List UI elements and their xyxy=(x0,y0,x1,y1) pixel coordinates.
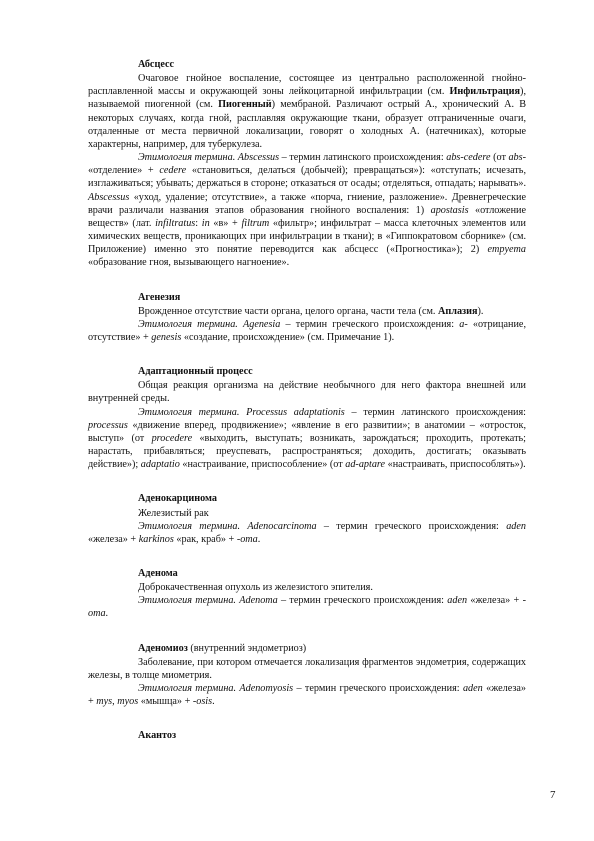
entry-term-text: Адаптационный процесс xyxy=(138,366,253,378)
italic-term: -oma xyxy=(88,595,526,620)
italic-term: filtrum xyxy=(241,217,270,229)
entry-term xyxy=(138,58,526,71)
text-run: «мышца» + xyxy=(138,696,193,708)
italic-term: karkinos xyxy=(138,533,174,545)
text-run: – термин греческого происхождения: xyxy=(316,520,507,532)
italic-term: Этимология термина. Adenocarcinoma xyxy=(138,520,317,532)
entry-term-text: Аденокарцинома xyxy=(138,493,217,505)
italic-term: abs-cedere xyxy=(446,152,491,164)
italic-term: Abscessus xyxy=(88,191,130,203)
entry-etymology xyxy=(88,520,526,546)
entry-term-text: Аденома xyxy=(138,568,178,579)
dictionary-entry xyxy=(88,642,526,709)
italic-term: Этимология термина. Adenoma xyxy=(138,595,278,607)
italic-term: Этимология термина. Processus adaptationis xyxy=(138,406,345,418)
italic-term: -oma xyxy=(236,533,258,545)
italic-term: procedere xyxy=(151,432,193,444)
entry-term xyxy=(138,365,526,378)
entry-term xyxy=(138,492,526,505)
entry-term-text: Абсцесс xyxy=(138,59,175,70)
italic-term: processus xyxy=(88,419,128,431)
text-run: «уход, удаление; отсутствие», а также «порча, гниение, разложение». Древнегреческие врачи различали названия этапов образования гнойного воспаления: 1) xyxy=(88,191,526,216)
entry-term xyxy=(138,291,526,304)
text-run: «железа» + xyxy=(467,595,523,607)
text-run: Очаговое гнойное воспаление, состоящее из центрально расположенной гнойно-расплавленной массы и окружающей зоны лейкоцитарной инфильтрации (см. xyxy=(88,73,526,98)
dictionary-entry xyxy=(88,365,526,471)
text-run: «железа» + xyxy=(88,533,139,545)
text-run: «железа» + xyxy=(88,683,526,708)
text-run: – термин латинского происхождения: xyxy=(344,406,527,418)
entry-term-note: (внутренний эндометриоз) xyxy=(187,642,307,654)
entry-etymology xyxy=(88,151,526,269)
text-run: : xyxy=(195,217,202,229)
text-run: «отделение» + xyxy=(88,165,160,177)
text-run: . xyxy=(212,696,215,708)
text-run: «настраивание, приспособление» (от xyxy=(179,459,346,471)
entry-etymology xyxy=(88,682,526,708)
italic-term: Этимология термина. Adenomyosis xyxy=(138,683,294,695)
italic-term: infiltratus xyxy=(155,217,196,229)
italic-term: ad-aptare xyxy=(345,459,386,471)
entry-etymology xyxy=(88,594,526,620)
text-run: «настраивать, приспособлять»). xyxy=(385,459,526,471)
text-run: Врожденное отсутствие части органа, целого органа, части тела (см. xyxy=(138,305,439,317)
italic-term: aden xyxy=(447,595,468,607)
entry-definition xyxy=(88,305,526,318)
entry-definition xyxy=(88,379,526,405)
entry-definition xyxy=(88,72,526,151)
text-run: «рак, краб» + xyxy=(173,533,237,545)
italic-term: mys, myos xyxy=(96,696,139,708)
dictionary-entry xyxy=(88,58,526,270)
text-run: «движение вперед, продвижение»; «явление в его развитии»; в анатомии – «отросток, выступ» (от xyxy=(88,419,526,444)
cross-reference: Пиогенный xyxy=(218,99,272,111)
text-run: ) мембраной. Различают острый А., хронический А. В некоторых случаях, когда гной, расплавляя окружающие ткани, образует отграниченные очаги, отдаленные от места первичной локализации, говорят о холодных А. (натечниках), которые характерны, например, для туберкулеза. xyxy=(88,99,526,150)
cross-reference: Инфильтрация xyxy=(449,86,521,98)
text-run: – термин греческого происхождения: xyxy=(280,318,460,330)
italic-term: abs- xyxy=(508,152,526,164)
entry-definition xyxy=(88,581,526,594)
text-run: «в» + xyxy=(209,217,242,229)
italic-term: empyema xyxy=(487,244,526,256)
italic-term: cedere xyxy=(159,165,187,177)
text-run: ), называемой пиогенной (см. xyxy=(88,86,526,111)
dictionary-entry xyxy=(88,567,526,621)
italic-term: Этимология термина. Abscessus xyxy=(138,152,280,164)
text-run: (от xyxy=(490,152,509,164)
entry-etymology xyxy=(88,318,526,344)
text-run: Общая реакция организма на действие необычного для него фактора внешней или внутренней среды. xyxy=(88,380,526,405)
dictionary-entry xyxy=(88,291,526,345)
entry-term-text: Аденомиоз xyxy=(138,642,188,654)
text-run: «отложение веществ» (лат. xyxy=(88,204,527,229)
italic-term: apostasis xyxy=(430,204,469,216)
text-run: «отрицание, отсутствие» + xyxy=(88,318,527,343)
dictionary-content xyxy=(88,58,526,764)
text-run: Железистый рак xyxy=(138,507,209,519)
text-run: Доброкачественная опухоль из железистого эпителия. xyxy=(138,582,373,594)
entry-term-text: Агенезия xyxy=(138,291,181,303)
entry-etymology xyxy=(88,406,526,472)
text-run: «создание, происхождение» (см. Примечание 1). xyxy=(181,331,395,343)
entry-term xyxy=(138,567,526,580)
text-run: . xyxy=(257,533,261,545)
text-run: – термин греческого происхождения: xyxy=(277,595,448,607)
italic-term: genesis xyxy=(151,331,182,343)
text-run: Заболевание, при котором отмечается локализация фрагментов эндометрия, содержащих железы, в толще миометрия. xyxy=(88,656,526,681)
text-run: «фильтр»; инфильтрат – масса клеточных элементов или химических веществ, проникающих при инфильтрации в ткани); в «Гиппократовом сборнике» (см. Приложение) именно это понятие переводится как абсцесс («Прогностика»); 2) xyxy=(88,217,526,256)
italic-term: Этимология термина. Agenesia xyxy=(138,318,281,330)
entry-term xyxy=(138,729,526,742)
italic-term: -osis xyxy=(192,696,213,708)
italic-term: a- xyxy=(459,318,468,330)
text-run: ). xyxy=(477,305,484,317)
page-number: 7 xyxy=(550,789,556,801)
italic-term: in xyxy=(201,217,210,229)
italic-term: adaptatio xyxy=(140,459,180,471)
text-run: «выходить, выступать; возникать, зарождаться; проходить, протекать; нарастать, прибавляться; преуспевать, распространяться; доходить, достигать; оказывать действие»); xyxy=(88,432,526,471)
text-run: «образование гноя, вызывающего нагноение». xyxy=(88,257,290,269)
text-run: – термин греческого происхождения: xyxy=(293,683,463,695)
entry-definition xyxy=(138,507,526,520)
cross-reference: Аплазия xyxy=(438,305,478,317)
dictionary-entry xyxy=(88,729,526,742)
italic-term: aden xyxy=(506,520,526,532)
italic-term: aden xyxy=(462,683,483,695)
entry-term xyxy=(138,642,526,655)
dictionary-entry xyxy=(88,492,526,546)
text-run: – термин латинского происхождения: xyxy=(279,152,447,164)
entry-term-text: Акантоз xyxy=(138,730,177,742)
text-run: «становиться, делаться (добычей); превращаться»): «отступать; исчезать, изглаживаться; убывать; держаться в стороне; отказаться от осады; отделяться, отпадать; нарывать». xyxy=(88,165,526,190)
text-run: . xyxy=(105,608,109,620)
entry-definition xyxy=(88,656,526,682)
